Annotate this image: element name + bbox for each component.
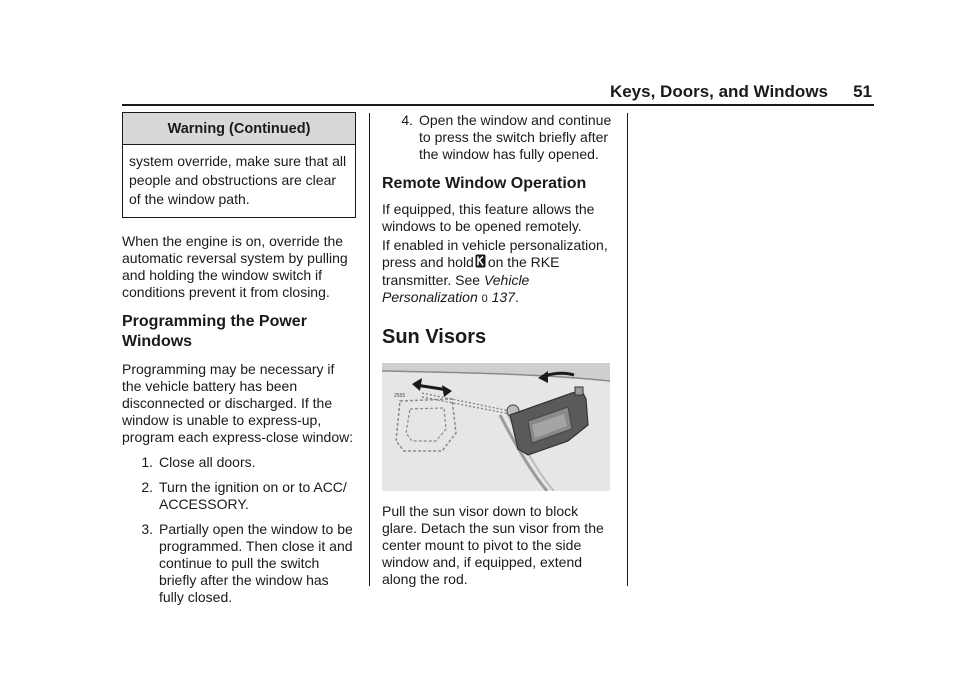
- list-item-text: Partially open the window to be programmed. Then close it and continue to pull the switch briefly after the window has fully closed.: [159, 521, 353, 605]
- warning-title: Warning (Continued): [123, 113, 355, 145]
- sun-visor-paragraph: Pull the sun visor down to block glare. Detach the sun visor from the center mount to pivot to the side window and, if equipped, extend along the rod.: [382, 503, 604, 587]
- page-header: [122, 80, 874, 106]
- list-item-text: Turn the ignition on or to ACC/ ACCESSORY.: [159, 479, 347, 512]
- list-item-number: 3.: [141, 521, 153, 537]
- remote-end: .: [515, 289, 519, 305]
- column-divider-left: [369, 113, 370, 586]
- column-middle: [382, 112, 614, 588]
- ref-page: 137: [491, 289, 515, 305]
- remote-paragraph-2: [382, 237, 614, 308]
- remote-paragraph-1: If equipped, this feature allows the windows to be opened remotely.: [382, 201, 595, 234]
- ref-title: Vehicle Personalization: [382, 272, 530, 305]
- section-title: Keys, Doors, and Windows: [609, 82, 828, 101]
- sun-visors-heading: Sun Visors: [382, 326, 487, 348]
- list-item-number: 1.: [141, 454, 153, 470]
- warning-body: system override, make sure that all people and obstructions are clear of the window path.: [129, 153, 347, 207]
- column-divider-right: [627, 113, 628, 586]
- page-number: 51: [853, 82, 872, 101]
- list-item-text: Open the window and continue to press the switch briefly after the window has fully opened.: [419, 112, 612, 162]
- programming-heading: Programming the Power Windows: [122, 313, 307, 350]
- list-item: [122, 454, 356, 471]
- list-item: [382, 112, 614, 163]
- unlock-key-icon: [475, 254, 486, 272]
- sun-visor-illustration: [382, 363, 610, 491]
- column-left: [122, 112, 356, 606]
- warning-box: [122, 112, 356, 218]
- list-item: [122, 479, 356, 513]
- list-item: [122, 521, 356, 606]
- remote-text-b: on the RKE transmitter. See: [382, 254, 560, 288]
- override-paragraph: When the engine is on, override the automatic reversal system by pulling and holding the window switch if conditions prevent it from closing.: [122, 233, 348, 300]
- list-item-number: 2.: [141, 479, 153, 495]
- list-item-number: 4.: [401, 112, 413, 128]
- figure-code: 2555: [394, 393, 406, 399]
- programming-paragraph: Programming may be necessary if the vehicle battery has been disconnected or discharged. If the window is unable to express-up, program each express-close window:: [122, 361, 354, 445]
- remote-text-a: If enabled in vehicle personalization, press and hold: [382, 237, 608, 270]
- remote-window-heading: Remote Window Operation: [382, 175, 587, 192]
- page-ref-icon: 0: [481, 293, 488, 305]
- list-item-text: Close all doors.: [159, 454, 256, 470]
